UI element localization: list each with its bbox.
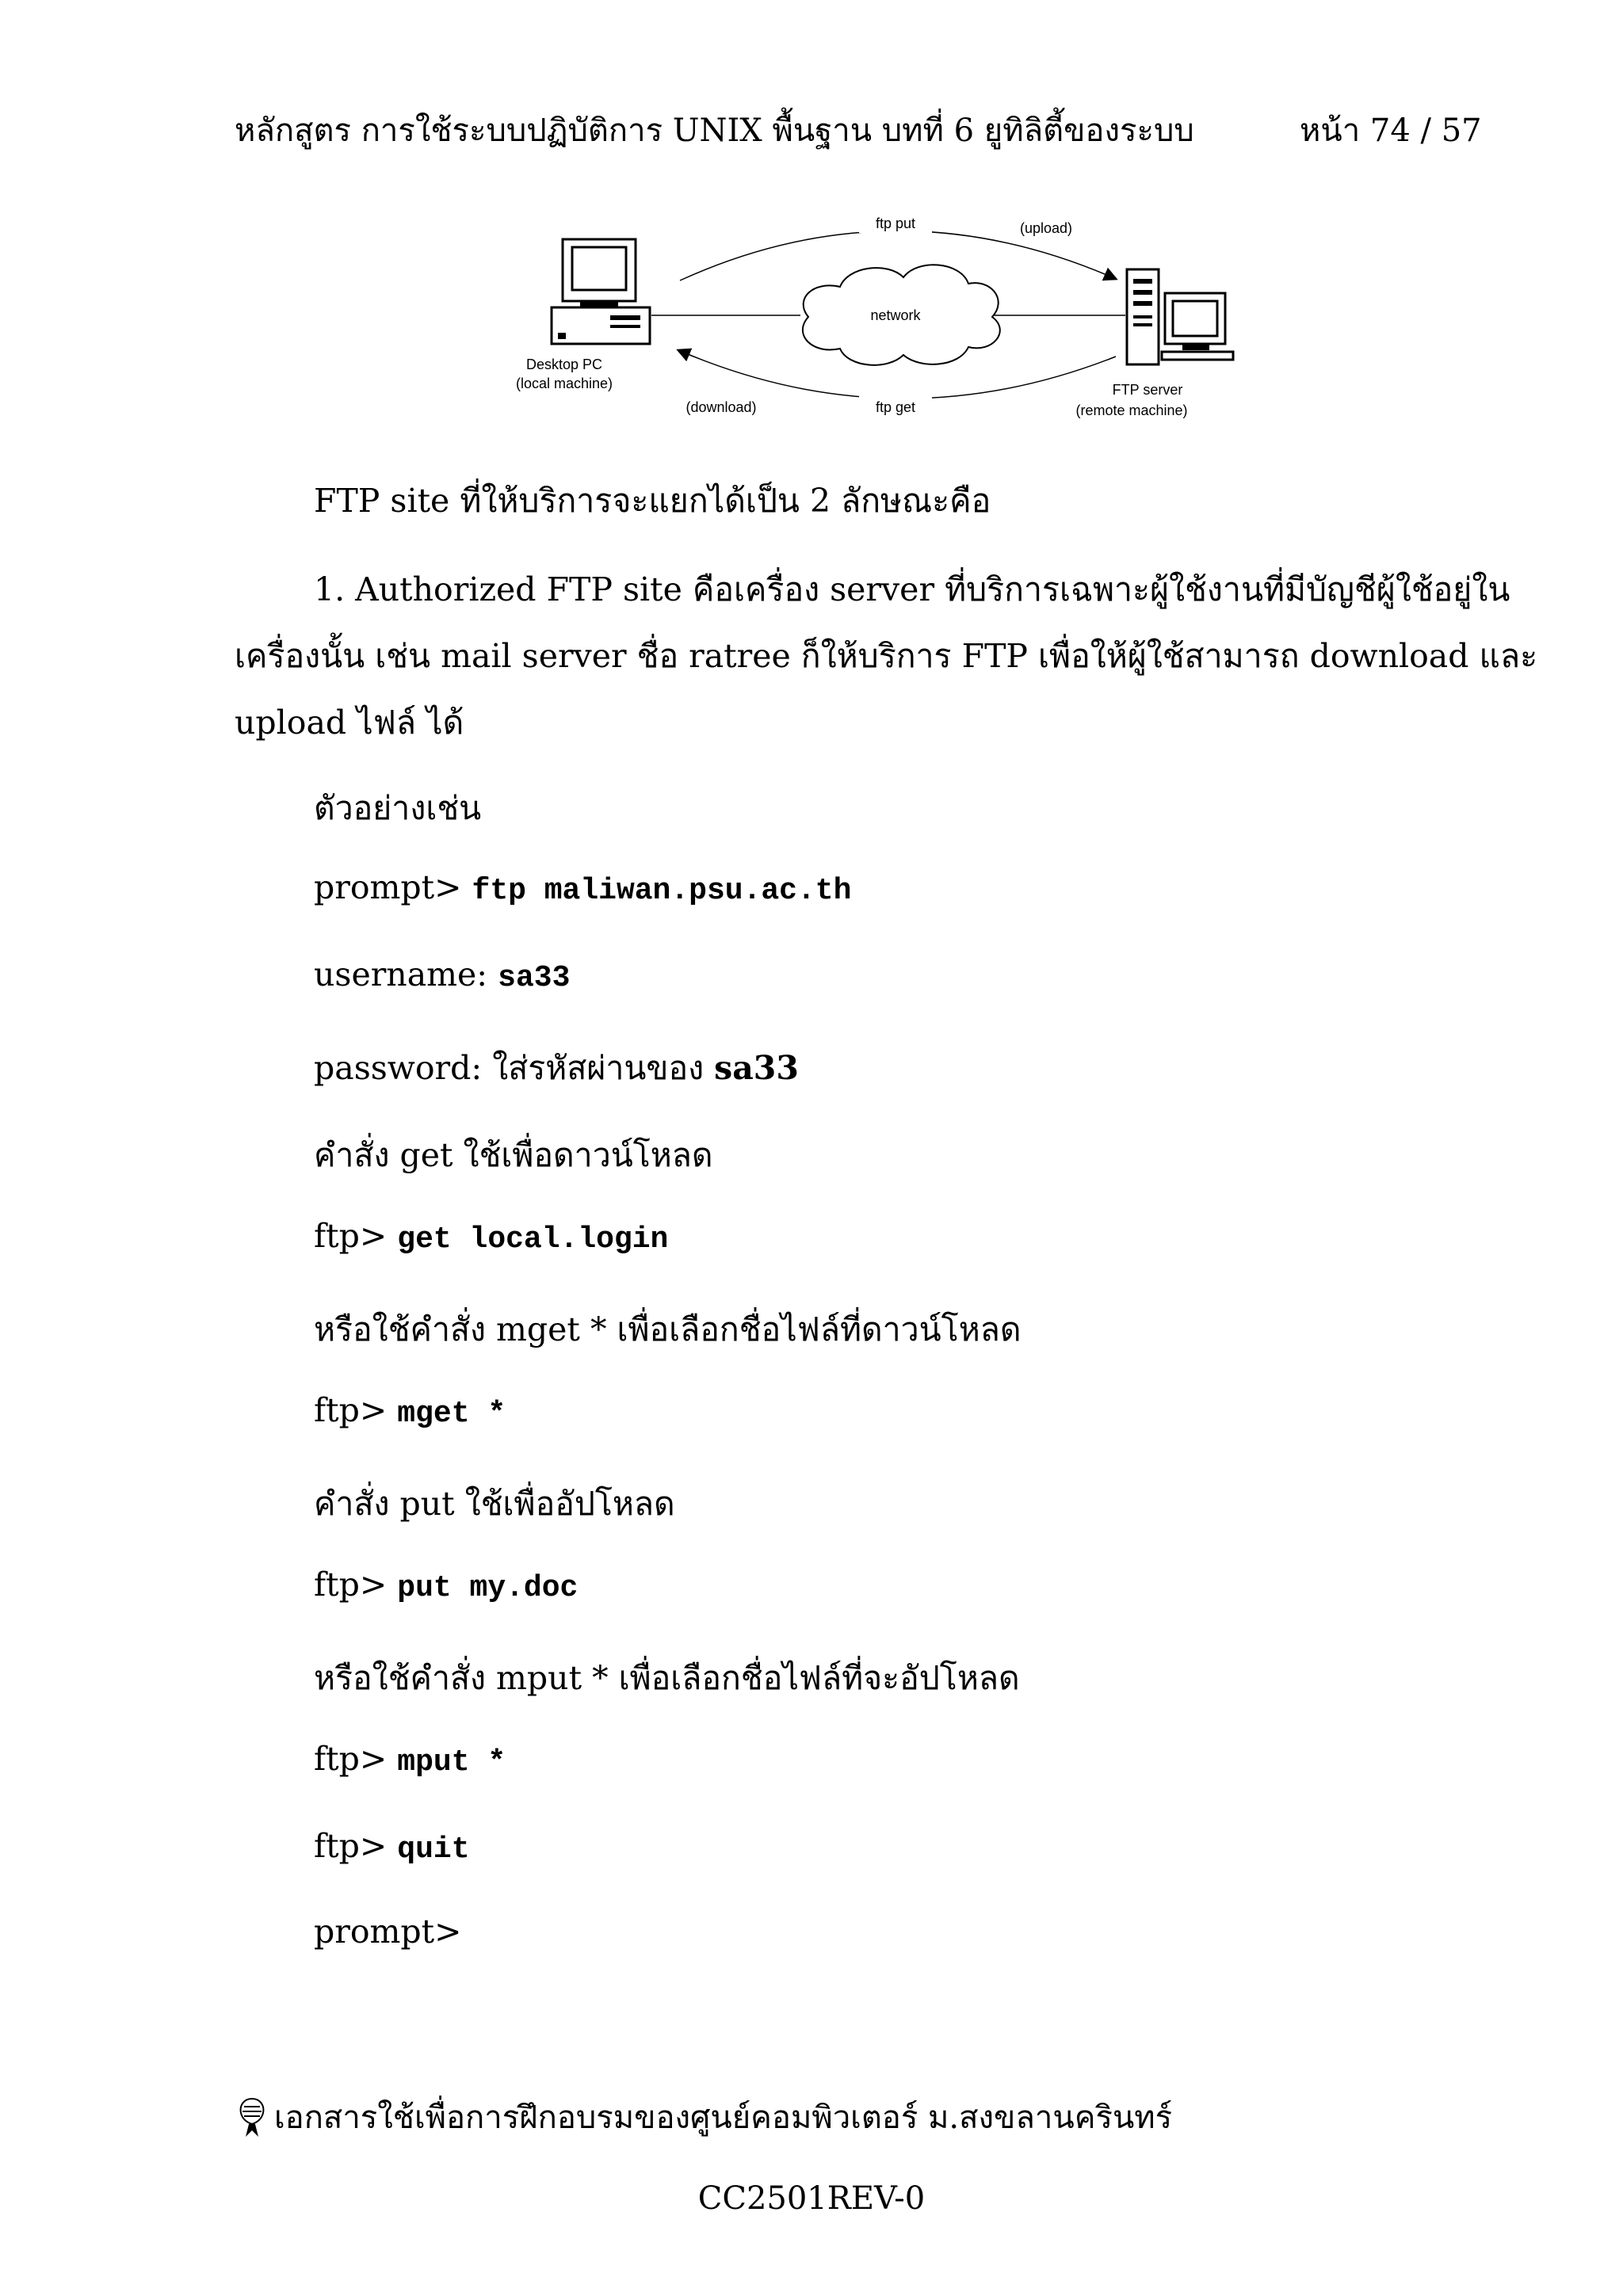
command-text: mget * — [397, 1397, 506, 1431]
prompt-text: ftp> — [314, 1217, 398, 1255]
ftp-diagram-svg — [507, 198, 1268, 436]
final-prompt: prompt> — [314, 1913, 462, 1951]
username-bold: sa33 — [714, 1049, 799, 1087]
command-line-password — [314, 1043, 799, 1094]
command-text: sa33 — [498, 961, 571, 995]
header-title: หลักสูตร การใช้ระบบปฏิบัติการ UNIX พื้นฐาน บทที่ 6 ยูทิลิตี้ของระบบ — [235, 113, 1194, 149]
network-label: network — [870, 307, 921, 323]
footer-note — [235, 2092, 1172, 2142]
download-label: (download) — [685, 399, 757, 415]
command-text: mput * — [397, 1745, 506, 1779]
ftp-server-label: FTP server — [1112, 382, 1183, 398]
item1-line1: 1. Authorized FTP site คือเครื่อง server ที่บริการเฉพาะผู้ใช้งานที่มีบัญชีผู้ใช้อยู่ใน — [314, 570, 1510, 608]
command-line-put — [314, 1566, 578, 1605]
item1-line3: upload ไฟล์ ได้ — [235, 704, 464, 742]
get-description: คำสั่ง get ใช้เพื่อดาวน์โหลด — [314, 1136, 713, 1174]
command-text: get local.login — [397, 1222, 669, 1257]
prompt-text: username: — [314, 955, 498, 994]
command-text: put my.doc — [397, 1571, 579, 1605]
ftp-server-icon — [1127, 269, 1233, 364]
upload-label: (upload) — [1019, 220, 1073, 236]
command-line-get — [314, 1217, 668, 1257]
command-text: quit — [397, 1833, 470, 1867]
command-line-ftp-open — [314, 868, 851, 908]
prompt-text: ftp> — [314, 1566, 398, 1604]
intro-text: FTP site ที่ให้บริการจะแยกได้เป็น 2 ลักษณะคือ — [314, 482, 991, 520]
ftp-put-label: ftp put — [875, 215, 916, 231]
ftp-diagram — [507, 198, 1268, 436]
mget-description: หรือใช้คำสั่ง mget * เพื่อเลือกชื่อไฟล์ที่ดาวน์โหลด — [314, 1310, 1022, 1348]
command-text: ftp maliwan.psu.ac.th — [472, 874, 852, 908]
mput-description: หรือใช้คำสั่ง mput * เพื่อเลือกชื่อไฟล์ที่จะอัปโหลด — [314, 1659, 1020, 1697]
command-line-username — [314, 955, 570, 995]
put-description: คำสั่ง put ใช้เพื่ออัปโหลด — [314, 1485, 675, 1523]
university-logo-icon — [235, 2096, 269, 2138]
footer-note-text: เอกสารใช้เพื่อการฝึกอบรมของศูนย์คอมพิวเตอร์ ม.สงขลานครินทร์ — [274, 2100, 1173, 2136]
desktop-pc-label: Desktop PC — [525, 357, 603, 372]
remote-machine-label: (remote machine) — [1075, 402, 1188, 418]
document-code: CC2501REV-0 — [697, 2180, 926, 2217]
prompt-text: password: ใส่รหัสผ่านของ — [314, 1049, 715, 1087]
prompt-text: ftp> — [314, 1827, 398, 1865]
example-label: ตัวอย่างเช่น — [314, 789, 482, 827]
prompt-text: ftp> — [314, 1391, 398, 1429]
item1-line2: เครื่องนั้น เช่น mail server ชื่อ ratree ก็ให้บริการ FTP เพื่อให้ผู้ใช้สามารถ download และ — [235, 637, 1538, 675]
command-line-mput — [314, 1740, 506, 1779]
page-number: หน้า 74 / 57 — [1300, 113, 1482, 149]
command-line-mget — [314, 1391, 506, 1431]
desktop-pc-icon — [552, 239, 650, 344]
prompt-text: prompt> — [314, 868, 472, 906]
local-machine-label: (local machine) — [515, 376, 613, 391]
prompt-text: ftp> — [314, 1740, 398, 1778]
ftp-get-label: ftp get — [875, 399, 916, 415]
command-line-quit — [314, 1827, 470, 1867]
